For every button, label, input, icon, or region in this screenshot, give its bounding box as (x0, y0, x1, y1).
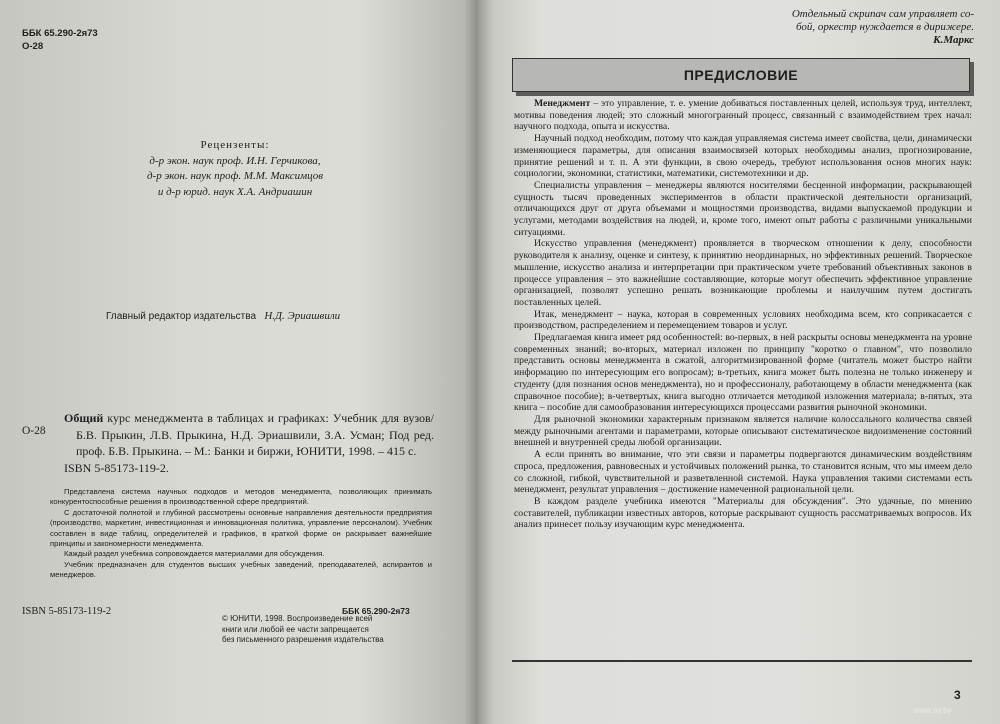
right-page (478, 0, 1000, 724)
reviewer-line: д-р экон. наук проф. И.Н. Герчикова, (149, 154, 321, 167)
catalog-lead: Общий (64, 411, 104, 425)
reviewer-line: д-р экон. наук проф. М.М. Максимцов (146, 170, 324, 182)
catalog-text: курс менеджмента в таблицах и графиках: Учебник для вузов/ Б.В. Прыкин, Л.В. Прыкина, Н.Д. Эриашвили, З.А. Усман; Под ред. проф. Б.В. Прыкина. – М.: Банки и биржи, ЮНИТИ, 1998. – 415 с. (76, 411, 434, 458)
editor-label: Главный редактор издательства (106, 311, 257, 322)
watermark: www.ay.by (914, 706, 952, 715)
paragraph: Искусство управления (менеджмент) проявляется в творческом отношении к делу, способности руководителя к анализу, оценке и синтезу, к принятию неординарных, но эффективных решений. Творческое мышление, искусство анализа и интерпретации при практическом учете требований объективных законов в процессе управления – это важнейшие составляющие, которые могут обеспечить эффективное управление организацией, позволят успешно решать возникающие проблемы и наилучшим путем достигать поставленных целей. (514, 238, 972, 308)
annotation-paragraph: Каждый раздел учебника сопровождается материалами для обсуждения. (64, 549, 325, 559)
left-page (0, 0, 478, 724)
reviewer-line: и д-р юрид. наук Х.А. Андриашин (157, 185, 313, 198)
annotation-paragraph: Учебник предназначен для студентов высших учебных заведений, преподавателей, аспирантов и менеджеров. (50, 559, 432, 580)
paragraph: Менеджмент – это управление, т. е. умение добиваться поставленных целей, используя труд, интеллект, мотивы поведения людей; это сложный многогранный процесс, связанный с взаимодействием трех начал: научного подхода, опыта и искусства. (514, 98, 972, 133)
epigraph-line: бой, оркестр нуждается в дирижере. (795, 21, 974, 33)
editor-name: Н.Д. Эриашвили (264, 310, 341, 322)
annotation-paragraph: С достаточной полнотой и глубиной рассмотрены основные направления деятельности предприятия (производство, маркетинг, инвестиционная и инновационная политика, управление персоналом). Учебник составлен в виде таблиц, определителей и графиков, в краткой форме он раскрывает важнейшие принципы и закономерности менеджмента. (50, 507, 432, 549)
annotation (50, 487, 432, 581)
epigraph (688, 8, 974, 47)
epigraph-line: Отдельный скрипач сам управляет со- (791, 8, 974, 20)
reviewers-heading: Рецензенты: (200, 139, 270, 151)
catalog-isbn: ISBN 5-85173-119-2. (64, 460, 169, 475)
copyright-notice: © ЮНИТИ, 1998. Воспроизведение всей книги или любой ее части запрещается без письменного разрешения издательства (222, 614, 384, 644)
catalog-code: О-28 (22, 425, 46, 437)
bbk-index-bottom: ББК 65.290-2я73 (342, 606, 410, 616)
page-number: 3 (954, 688, 961, 702)
paragraph: А если принять во внимание, что эти связи и параметры подвергаются динамическим воздействиям спроса, предложения, равновесных и устойчивых положений рынка, то становится ясным, что мы имеем дело со сложной, гибкой, чувствительной и разветвленной системой. Наука управления такими системами есть менеджмент, результат управления – достижение намеченной рациональной цели. (514, 449, 972, 496)
paragraph: Научный подход необходим, потому что каждая управляемая система имеет свойства, цели, динамически изменяющиеся параметры, для описания взаимосвязей которых необходимы анализ, прогнозирование, принятие решений и т. п. А эти функции, в свою очередь, требуют использования основ многих наук: социологии, экономики, статистики, математики, системотехники и др. (514, 133, 972, 180)
epigraph-author: К.Маркс (933, 34, 974, 46)
bbk-index-top: ББК 65.290-2я73 О-28 (22, 28, 98, 52)
paragraph: Специалисты управления – менеджеры являются носителями бесценной информации, раскрывающей сущность тысяч проведенных экспериментов в области практической деятельности организаций, отличающихся друг от друга объемами и мощностями производства, видами выпускаемой продукции и услугами, методами воздействия на людей, и, кроме того, имеют опыт работы с различными уникальными ситуациями. (514, 179, 972, 238)
preface-body (514, 98, 972, 531)
chief-editor (106, 310, 340, 322)
paragraph: Предлагаемая книга имеет ряд особенностей: во-первых, в ней раскрыты основы менеджмента на уровне современных знаний; во-вторых, материал изложен по принципу "коротко о главном", что позволило представить основы менеджмента в сжатой, алгоритмизированной форме (читатель может быстро найти информацию по интересующим его вопросам); в-третьих, книга может быть полезна не только инженеру и студенту (для познания основ менеджмента), но и профессионалу, работающему в области менеджмента (как справочное пособие); в-четвертых, книга выгодно отличается методикой изложения материала; в-пятых, эта книга – пособие для самообразования интересующихся процессами развития рыночной экономики. (514, 332, 972, 414)
isbn-bottom: ISBN 5-85173-119-2 (22, 606, 112, 617)
section-title: ПРЕДИСЛОВИЕ (512, 58, 970, 92)
reviewers-block (100, 138, 370, 200)
paragraph: Итак, менеджмент – наука, которая в современных условиях необходима всем, кто соприкасается с производством, распределением и перемещением товаров и услуг. (514, 308, 972, 332)
annotation-paragraph: Представлена система научных подходов и методов менеджмента, позволяющих принимать конкурентоспособные решения в производственной сфере предприятий. (50, 487, 432, 507)
catalog-entry (64, 410, 434, 476)
paragraph: Для рыночной экономики характерным признаком является наличие колоссального количества связей между рыночными агентами и параметрами, которые описывают систематическое видоизменение состояний внешней и внутренней среды любой организации. (514, 413, 972, 449)
footer-rule (512, 660, 972, 662)
paragraph: В каждом разделе учебника имеются "Материалы для обсуждения". Это удачные, по мнению составителей, публикации известных авторов, которые раскрывают сущность рассматриваемых вопросов. Их анализ принесет пользу изучающим курс менеджмента. (514, 495, 972, 531)
